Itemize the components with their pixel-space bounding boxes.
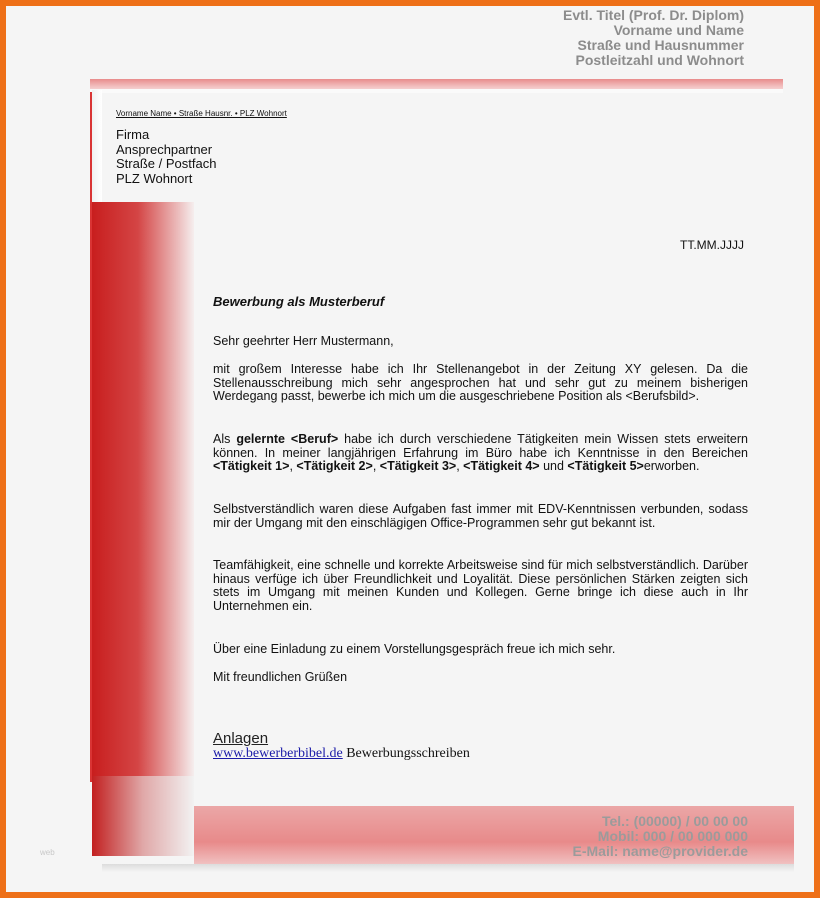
recipient-street: Straße / Postfach (116, 156, 217, 171)
watermark-text: web (40, 848, 55, 857)
footer-phone: Tel.: (00000) / 00 00 00 (601, 813, 748, 829)
attachments-label: Anlagen (213, 730, 269, 747)
recipient-contact: Ansprechpartner (116, 141, 213, 157)
closing-greeting: Mit freundlichen Grüßen (213, 670, 348, 684)
paragraph-invitation: Über eine Einladung zu einem Vorstellungsgespräch freue ich mich sehr. (213, 642, 616, 656)
header-title-line: Evtl. Titel (Prof. Dr. Diplom) (563, 7, 744, 23)
paragraph-edv: Selbstverständlich waren diese Aufgaben fast immer mit EDV-Kenntnissen verbunden, sodass mir der Umgang mit den einschlägigen Office-Programmen sehr gut bekannt ist. (213, 502, 748, 530)
p2-bold-taetigkeit-3: <Tätigkeit 3> (379, 459, 457, 473)
footer-mobile: Mobil: 000 / 00 000 000 (597, 828, 748, 844)
left-bottom-band (92, 776, 194, 856)
recipient-city: PLZ Wohnort (116, 170, 193, 186)
top-band-highlight (90, 89, 783, 93)
letter-page (6, 6, 814, 892)
sender-header (563, 8, 744, 68)
letter-subject: Bewerbung als Musterberuf (213, 294, 385, 309)
header-street-line: Straße und Hausnummer (577, 37, 744, 53)
p2-bold-taetigkeit-5: <Tätigkeit 5> (567, 459, 644, 473)
bottom-shadow (102, 864, 794, 872)
header-city-line: Postleitzahl und Wohnort (575, 52, 744, 68)
recipient-address (116, 128, 216, 186)
paragraph-interest: mit großem Interesse habe ich Ihr Stellenangebot in der Zeitung XY gelesen. Da die Stellenausschreibung mich sehr angesprochen hat und sehr gut zu meinem bisherigen Werdegang passt, bewerbe ich mich um die ausgeschriebene Position als <Berufsbild>. (213, 362, 748, 403)
p2-bold-beruf: gelernte <Beruf> (236, 432, 339, 446)
bewerberbibel-link[interactable]: www.bewerberbibel.de (213, 746, 343, 761)
weblink-line (213, 746, 470, 762)
sender-return-address: Vorname Name • Straße Hausnr. • PLZ Wohnort (116, 109, 287, 118)
p2-text-4: , (372, 459, 380, 473)
salutation: Sehr geehrter Herr Mustermann, (213, 334, 394, 348)
left-red-band (92, 202, 194, 777)
p2-text-5: , (456, 459, 464, 473)
p2-bold-taetigkeit-1: <Tätigkeit 1> (213, 459, 290, 473)
p2-text-1: Als (213, 432, 237, 446)
p2-text-6: und (539, 459, 568, 473)
recipient-company: Firma (116, 127, 150, 142)
footer-email: E-Mail: name@provider.de (572, 843, 748, 859)
paragraph-experience (213, 433, 748, 474)
letter-date: TT.MM.JJJJ (680, 238, 744, 252)
p2-bold-taetigkeit-2: <Tätigkeit 2> (296, 459, 373, 473)
p2-text-7: erworben. (643, 459, 700, 473)
weblink-suffix: Bewerbungsschreiben (342, 746, 470, 761)
p2-text-3: , (289, 459, 297, 473)
p2-bold-taetigkeit-4: <Tätigkeit 4> (463, 459, 540, 473)
p2-text-2: habe ich durch verschiedene Tätigkeiten mein Wissen stets erweitern können. In meiner langjährigen Erfahrung im Büro habe ich Kenntnisse in den Bereichen (213, 432, 748, 460)
contact-footer (573, 814, 748, 859)
paragraph-strengths: Teamfähigkeit, eine schnelle und korrekte Arbeitsweise sind für mich selbstverständlich. Darüber hinaus verfüge ich über Freundlichkeit und Loyalität. Diese persönlichen Stärken zeigten sich stets im Umgang mit meinen Kunden und Kollegen. Gerne bringe ich diese auch in Ihr Unternehmen ein. (213, 558, 748, 613)
header-name-line: Vorname und Name (613, 22, 744, 38)
